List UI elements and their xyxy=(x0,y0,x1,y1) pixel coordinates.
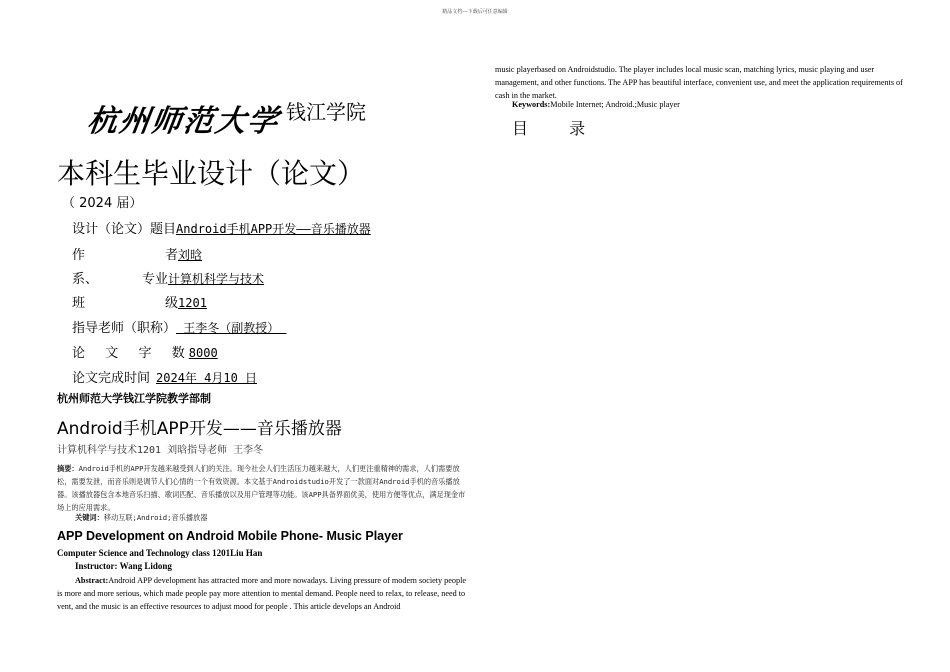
field-label: 指导老师（职称） xyxy=(72,321,177,336)
field-advisor xyxy=(72,317,286,336)
en-abstract-label: Abstract: xyxy=(75,576,109,585)
field-label: 班 xyxy=(72,296,86,311)
field-class xyxy=(72,292,207,311)
toc-title: 目 录 xyxy=(512,119,604,138)
field-value: 计算机科学与技术 xyxy=(168,272,265,286)
en-abstract xyxy=(57,574,467,613)
field-title xyxy=(72,218,371,237)
college-name: 钱江学院 xyxy=(286,100,366,124)
field-label: 者 xyxy=(165,248,179,263)
cn-abstract-text: Android手机的APP开发越来越受到人们的关注。现今社会人们生活压力越来越大，人们更注重精神的需求，人们需要放松，需要发泄，而音乐则是调节人们心情的一个有效资源。本文基于Androidstudio开发了一款面对Android手机的音乐播放器。该播放器包含本地音乐扫描、歌词匹配、音乐播放以及用户管理等功能。该APP具备界面优美，使用方便等优点，满足现金市场上的应用需求。 xyxy=(57,464,466,512)
cn-keywords-label: 关键词： xyxy=(75,513,104,522)
en-abstract-continued: music playerbased on Androidstudio. The player includes local music scan, matching lyrics, music playing and user management, and other functions. The APP has beautiful interface, convenient use, and meet the application requirements of cash in the market. xyxy=(495,65,903,100)
field-value: Android手机APP开发——音乐播放器 xyxy=(176,222,371,236)
thesis-title: 本科生毕业设计（论文） xyxy=(57,157,366,190)
field-value: 王李冬（副教授） xyxy=(176,321,287,335)
field-value: 8000 xyxy=(188,346,218,360)
cn-abstract xyxy=(57,462,467,514)
field-major xyxy=(72,268,264,287)
cn-title: Android手机APP开发——音乐播放器 xyxy=(57,419,342,439)
field-label: 级 xyxy=(165,296,179,311)
year-line: （ 2024 届） xyxy=(62,196,143,211)
field-value: 1201 xyxy=(178,296,207,310)
field-word-count xyxy=(72,342,218,361)
en-instructor: Instructor: Wang Lidong xyxy=(75,561,172,571)
en-abstract-text: Android APP development has attracted more and more nowadays. Living pressure of modern society people is more and more serious, which made people pay more attention to mental demand. People need to relax, to release, need to vent, and the music is an effective resources to adjust mood for people . This article develops an Android xyxy=(57,576,467,611)
cn-keywords xyxy=(75,513,207,523)
field-label: 设计（论文）题目 xyxy=(72,222,177,237)
cn-keywords-text: 移动互联;Android;音乐播放器 xyxy=(103,513,208,522)
cn-author-line: 计算机科学与技术1201 刘晗指导老师 王李冬 xyxy=(57,445,264,456)
field-label: 系、 xyxy=(72,272,99,287)
university-logo: 杭州师范大学 xyxy=(85,104,282,139)
en-keywords-text: Mobile Internet; Android.;Music player xyxy=(550,100,680,109)
cn-abstract-label: 摘要： xyxy=(57,464,79,473)
field-value: 刘晗 xyxy=(178,248,203,262)
en-author-line: Computer Science and Technology class 1201Liu Han xyxy=(57,548,263,558)
en-keywords xyxy=(512,100,680,109)
field-label: 专业 xyxy=(142,272,169,287)
field-label: 作 xyxy=(72,248,86,263)
header-note: 精品文档---下载后可任意编辑 xyxy=(442,9,508,15)
en-title: APP Development on Android Mobile Phone- Music Player xyxy=(57,529,403,543)
field-value: 2024年 4月10 日 xyxy=(156,371,258,385)
department-line: 杭州师范大学钱江学院教学部制 xyxy=(57,392,211,405)
en-keywords-label: Keywords: xyxy=(512,100,551,109)
field-author xyxy=(72,244,202,263)
field-completion-date xyxy=(72,367,257,386)
field-label: 论 文 字 数 xyxy=(72,346,189,361)
field-label: 论文完成时间 xyxy=(72,371,151,386)
